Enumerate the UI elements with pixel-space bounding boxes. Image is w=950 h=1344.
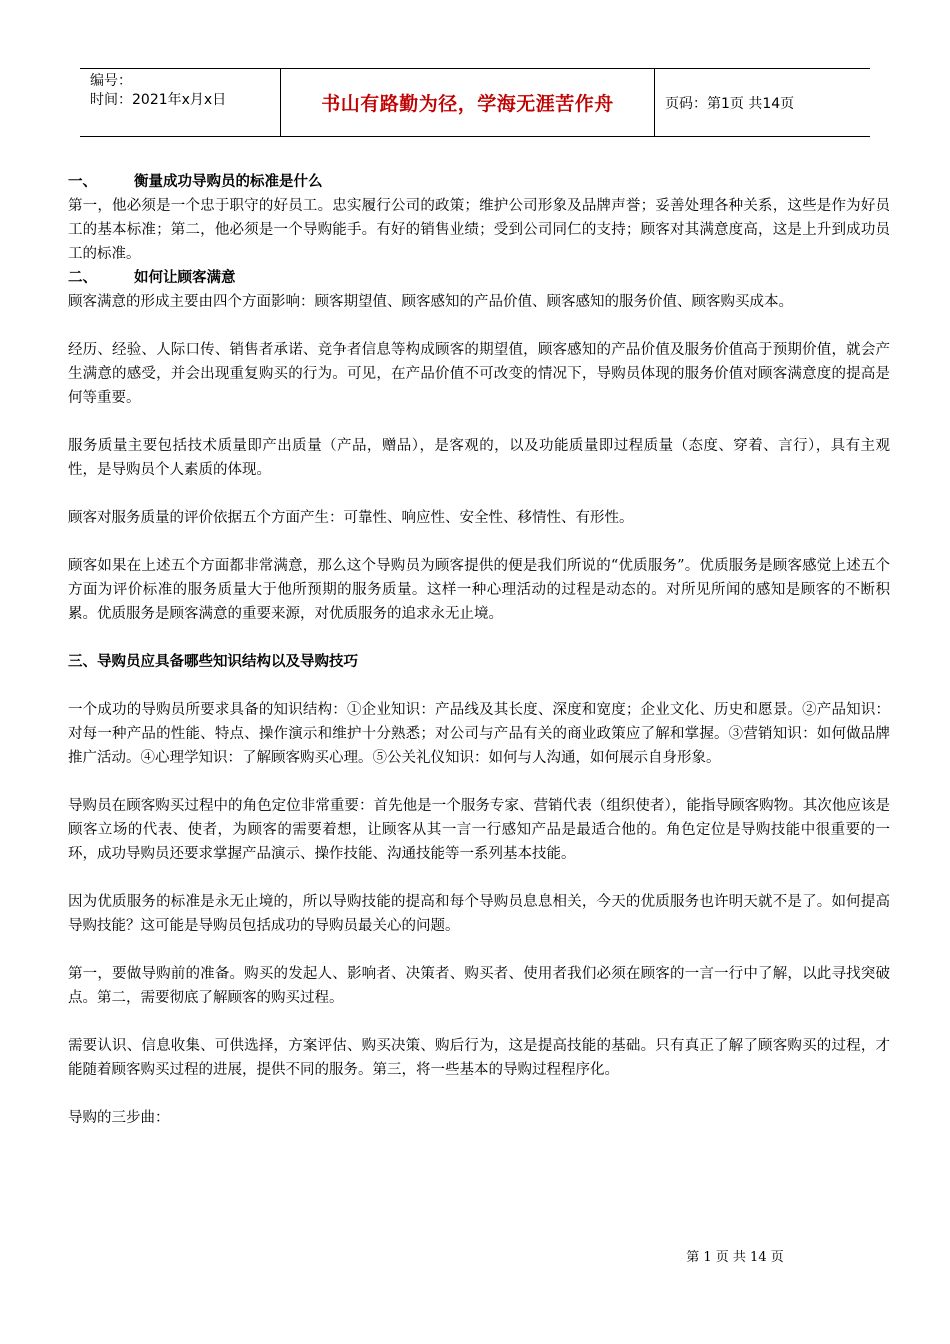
page-footer: 第 1 页 共 14 页 — [686, 1250, 784, 1265]
paragraph: 因为优质服务的标准是永无止境的，所以导购技能的提高和每个导购员息息相关，今天的优质服务也许明天就不是了。如何提高导购技能？这可能是导购员包括成功的导购员最关心的问题。 — [68, 894, 890, 934]
header-table — [80, 68, 870, 137]
paragraph: 服务质量主要包括技术质量即产出质量（产品，赠品），是客观的，以及功能质量即过程质量（态度、穿着、言行），具有主观性，是导购员个人素质的体现。 — [68, 438, 890, 478]
header-meta-cell — [80, 69, 281, 136]
page-info: 页码：第1页 共14页 — [665, 95, 795, 112]
motto: 书山有路勤为径，学海无涯苦作舟 — [281, 69, 655, 136]
paragraph: 顾客对服务质量的评价依据五个方面产生：可靠性、响应性、安全性、移情性、有形性。 — [68, 510, 634, 526]
section-number-2: 二、 — [68, 270, 97, 286]
paragraph: 需要认识、信息收集、可供选择，方案评估、购买决策、购后行为，这是提高技能的基础。只有真正了解了顾客购买的过程，才能随着顾客购买过程的进展，提供不同的服务。第三，将一些基本的导购过程程序化。 — [68, 1038, 890, 1078]
paragraph: 顾客满意的形成主要由四个方面影响：顾客期望值、顾客感知的产品价值、顾客感知的服务价值、顾客购买成本。 — [68, 294, 793, 310]
section-heading-3: 三、导购员应具备哪些知识结构以及导购技巧 — [68, 654, 358, 670]
section-number-1: 一、 — [68, 174, 97, 190]
paragraph: 第一，要做导购前的准备。购买的发起人、影响者、决策者、购买者、使用者我们必须在顾客的一言一行中了解，以此寻找突破点。第二，需要彻底了解顾客的购买过程。 — [68, 966, 890, 1006]
paragraph: 一个成功的导购员所要求具备的知识结构：①企业知识：产品线及其长度、深度和宽度；企业文化、历史和愿景。②产品知识：对每一种产品的性能、特点、操作演示和维护十分熟悉；对公司与产品有关的商业政策应了解和掌握。③营销知识：如何做品牌推广活动。④心理学知识：了解顾客购买心理。⑤公关礼仪知识：如何与人沟通，如何展示自身形象。 — [68, 702, 890, 766]
paragraph: 第一，他必须是一个忠于职守的好员工。忠实履行公司的政策；维护公司形象及品牌声誉；妥善处理各种关系，这些是作为好员工的基本标准；第二，他必须是一个导购能手。有好的销售业绩；受到公司同仁的支持；顾客对其满意度高，这是上升到成功员工的标准。 — [68, 198, 890, 262]
section-heading-2 — [68, 266, 890, 290]
time-label: 时间：2021年x月x日 — [90, 92, 227, 108]
section-heading-1 — [68, 170, 890, 194]
section-title-1: 衡量成功导购员的标准是什么 — [134, 174, 323, 190]
paragraph: 顾客如果在上述五个方面都非常满意，那么这个导购员为顾客提供的便是我们所说的“优质服务”。优质服务是顾客感觉上述五个方面为评价标准的服务质量大于他所预期的服务质量。这样一种心理活动的过程是动态的。对所见所闻的感知是顾客的不断积累。优质服务是顾客满意的重要来源，对优质服务的追求永无止境。 — [68, 558, 890, 622]
number-label: 编号： — [90, 73, 132, 89]
paragraph: 导购员在顾客购买过程中的角色定位非常重要：首先他是一个服务专家、营销代表（组织使者），能指导顾客购物。其次他应该是顾客立场的代表、使者，为顾客的需要着想，让顾客从其一言一行感知产品是最适合他的。角色定位是导购技能中很重要的一环，成功导购员还要求掌握产品演示、操作技能、沟通技能等一系列基本技能。 — [68, 798, 890, 862]
paragraph: 导购的三步曲： — [68, 1110, 170, 1126]
section-title-2: 如何让顾客满意 — [134, 270, 236, 286]
document-body — [68, 170, 890, 1130]
paragraph: 经历、经验、人际口传、销售者承诺、竞争者信息等构成顾客的期望值，顾客感知的产品价值及服务价值高于预期价值，就会产生满意的感受，并会出现重复购买的行为。可见，在产品价值不可改变的情况下，导购员体现的服务价值对顾客满意度的提高是何等重要。 — [68, 342, 890, 406]
